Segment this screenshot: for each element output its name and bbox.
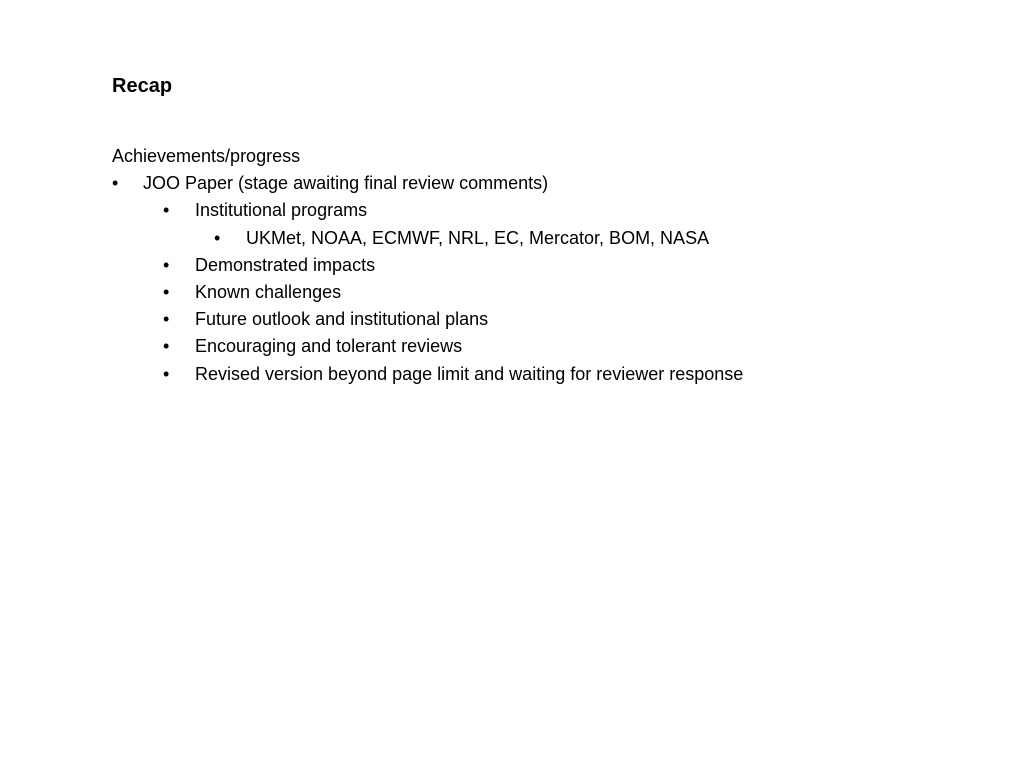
bullet-icon: • — [112, 173, 119, 194]
list-item-text: Future outlook and institutional plans — [195, 309, 489, 330]
list-item-text: UKMet, NOAA, ECMWF, NRL, EC, Mercator, BOM, NASA — [246, 227, 710, 248]
bullet-icon: • — [163, 309, 170, 330]
bullet-icon: • — [163, 254, 170, 275]
list-item-text: Demonstrated impacts — [195, 254, 376, 275]
bullet-icon: • — [163, 200, 170, 221]
list-item-text: Encouraging and tolerant reviews — [195, 336, 463, 357]
bullet-icon: • — [163, 363, 170, 384]
list-item-text: Institutional programs — [195, 200, 368, 221]
slide-title: Recap — [112, 75, 173, 97]
bullet-icon: • — [163, 281, 170, 302]
section-heading: Achievements/progress — [112, 146, 301, 166]
bullet-icon: • — [163, 336, 170, 357]
bullet-icon: • — [214, 227, 221, 248]
list-item-text: Revised version beyond page limit and waiting for reviewer response — [195, 363, 744, 384]
list-item-text: Known challenges — [195, 281, 342, 302]
list-item-text: JOO Paper (stage awaiting final review comments) — [143, 173, 549, 194]
